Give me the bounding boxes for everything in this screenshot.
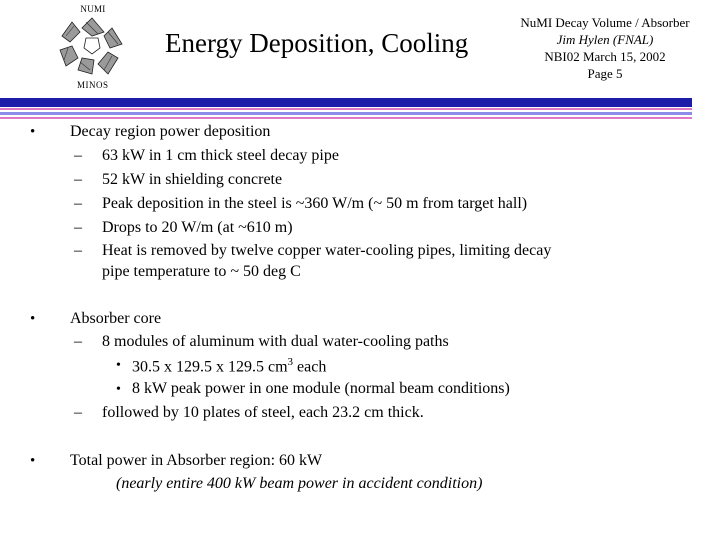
sub-item-steel-plates: followed by 10 plates of steel, each 23.2 cm thick. — [102, 404, 424, 421]
sub-item-peak-deposition: Peak deposition in the steel is ~360 W/m (~ 50 m from target hall) — [102, 195, 528, 212]
sub-item-shielding: 52 kW in shielding concrete — [102, 171, 283, 188]
sub-sub-item-peak-power: 8 kW peak power in one module (normal beam conditions) — [132, 380, 510, 397]
sub-item-heat-removal: Heat is removed by twelve copper water-cooling pipes, limiting decay — [102, 242, 552, 259]
header-info-line1: NuMI Decay Volume / Absorber — [520, 15, 690, 30]
header-rule-pink — [0, 108, 692, 110]
sub-item-drops: Drops to 20 W/m (at ~610 m) — [102, 219, 293, 236]
dot-marker: • — [116, 382, 121, 397]
dimensions-text: 30.5 x 129.5 x 129.5 cm — [132, 358, 288, 376]
logo-bottom-label: MINOS — [77, 80, 109, 90]
logo-top-label: NUMI — [80, 4, 106, 14]
dash-marker: – — [74, 242, 82, 259]
header-rule-light — [0, 112, 692, 115]
dash-marker: – — [74, 404, 82, 421]
dash-marker: – — [74, 219, 82, 236]
dot-marker: • — [116, 358, 121, 373]
header-rule-pink-2 — [0, 117, 692, 119]
sub-item-aluminum-modules: 8 modules of aluminum with dual water-cooling paths — [102, 333, 449, 350]
slide-title: Energy Deposition, Cooling — [165, 28, 469, 58]
header-info-author: Jim Hylen (FNAL) — [556, 32, 654, 47]
dash-marker: – — [74, 195, 82, 212]
bullet-marker: • — [30, 453, 36, 469]
bullet-absorber-core: Absorber core — [70, 310, 162, 327]
numi-minos-logo-icon — [52, 14, 132, 80]
sub-item-decay-pipe: 63 kW in 1 cm thick steel decay pipe — [102, 147, 339, 164]
bullet-total-power: Total power in Absorber region: 60 kW — [70, 452, 323, 469]
bullet-marker: • — [30, 124, 36, 140]
header-info-page: Page 5 — [587, 66, 623, 81]
dimensions-exponent: 3 — [287, 356, 294, 368]
header-info — [505, 14, 705, 82]
sub-sub-item-dimensions — [132, 356, 326, 376]
bullet-marker: • — [30, 311, 36, 327]
dimensions-suffix: each — [293, 358, 327, 376]
dash-marker: – — [74, 333, 82, 350]
sub-item-heat-removal-cont: pipe temperature to ~ 50 deg C — [102, 263, 301, 280]
header-rule-dark — [0, 98, 692, 107]
header-info-event: NBI02 March 15, 2002 — [544, 49, 666, 64]
total-power-note: (nearly entire 400 kW beam power in accident condition) — [116, 475, 483, 492]
bullet-decay-region: Decay region power deposition — [70, 123, 271, 140]
dash-marker: – — [74, 171, 82, 188]
dash-marker: – — [74, 147, 82, 164]
